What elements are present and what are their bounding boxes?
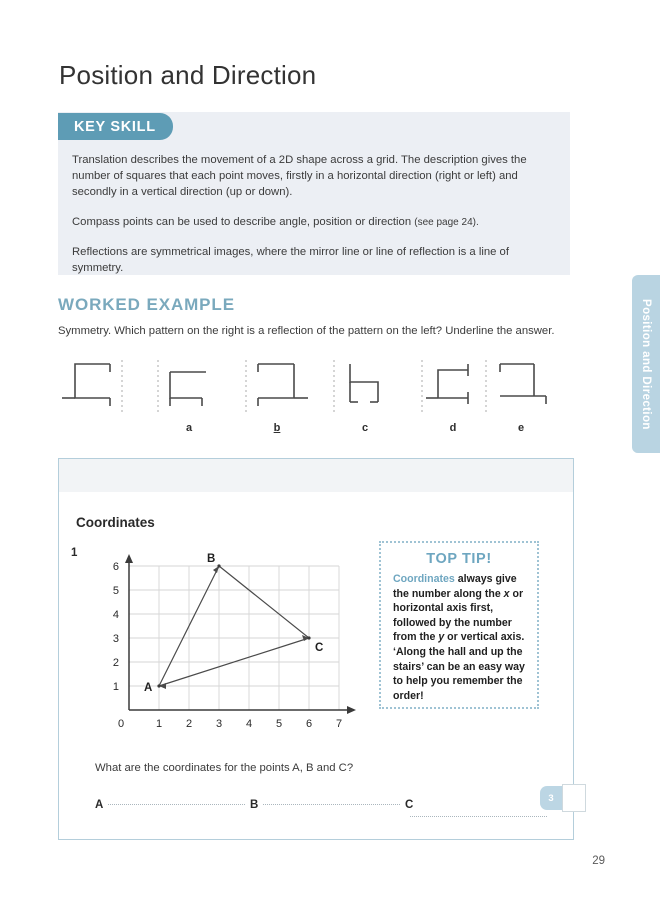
coordinate-chart	[89, 541, 369, 736]
pattern-label-a: a	[185, 422, 193, 434]
top-tip-text-3: or vertical axis. ‘Along the hall and up the stairs’ can be an easy way to help you remember the order!	[393, 631, 525, 702]
question-number: 1	[71, 547, 78, 559]
score-tab: 3	[540, 786, 562, 810]
svg-text:5: 5	[112, 585, 119, 597]
pattern-option-c[interactable]	[326, 358, 404, 416]
answer-field-b[interactable]	[250, 799, 400, 811]
side-tab-label: Position and Direction	[640, 298, 652, 430]
top-tip-text-1: always give the number along the	[393, 573, 517, 600]
pattern-label-b: b	[273, 422, 281, 434]
score-input-box[interactable]	[562, 784, 586, 812]
pattern-label-c: c	[361, 422, 369, 434]
key-skill-badge: KEY SKILL	[58, 113, 173, 140]
key-skill-paragraph-2	[72, 214, 550, 231]
answer-field-a[interactable]	[95, 799, 245, 811]
top-tip-heading: TOP TIP!	[426, 551, 492, 567]
key-skill-paragraph-1: Translation describes the movement of a 2D shape across a grid. The description gives the number of squares that each point moves, firstly in a horizontal direction (right or left) and secondly in a vertical direction (up or down).	[72, 154, 527, 199]
page-reference: (see page 24).	[414, 216, 479, 228]
pattern-source	[62, 358, 140, 416]
svg-text:0: 0	[117, 718, 125, 730]
svg-text:6: 6	[305, 718, 313, 730]
top-tip-highlight: Coordinates	[393, 573, 455, 585]
page-title: Position and Direction	[59, 60, 317, 90]
top-tip-body	[393, 572, 525, 703]
key-skill-paragraph-2-text: Compass points can be used to describe angle, position or direction	[72, 215, 415, 228]
pattern-label-d: d	[449, 422, 457, 434]
answer-line-c[interactable]	[410, 816, 547, 817]
svg-text:5: 5	[275, 718, 283, 730]
answer-row	[95, 799, 555, 817]
section-side-tab	[632, 275, 660, 453]
activity-box	[58, 458, 574, 840]
pattern-option-b[interactable]	[238, 358, 316, 416]
activity-top-band	[59, 459, 573, 492]
point-label-c: C	[315, 642, 324, 654]
key-skill-paragraph-3: Reflections are symmetrical images, where the mirror line or line of reflection is a line of symmetry.	[72, 245, 509, 275]
point-label-a: A	[144, 682, 153, 694]
svg-text:6: 6	[112, 561, 119, 573]
answer-line-a[interactable]	[108, 804, 245, 805]
point-label-b: B	[207, 553, 216, 565]
pattern-option-a[interactable]	[150, 358, 228, 416]
top-tip-box	[379, 541, 539, 709]
page-number: 29	[592, 855, 605, 867]
pattern-options-row	[62, 358, 562, 443]
svg-text:2: 2	[185, 718, 193, 730]
svg-text:1: 1	[112, 681, 119, 693]
pattern-option-d[interactable]	[414, 358, 492, 416]
worked-example-question: Symmetry. Which pattern on the right is a reflection of the pattern on the left? Underline the answer.	[58, 325, 555, 337]
answer-label-b: B	[250, 799, 259, 811]
svg-text:4: 4	[245, 718, 253, 730]
svg-text:7: 7	[335, 718, 343, 730]
svg-text:3: 3	[112, 633, 119, 645]
pattern-label-e: e	[517, 422, 525, 434]
answer-label-a: A	[95, 799, 104, 811]
answer-field-c[interactable]	[405, 799, 555, 823]
answer-label-c: C	[405, 799, 414, 811]
svg-text:1: 1	[155, 718, 163, 730]
svg-text:3: 3	[215, 718, 223, 730]
svg-text:2: 2	[112, 657, 119, 669]
answer-line-b[interactable]	[263, 804, 400, 805]
top-tip-italic-y: y	[438, 631, 445, 644]
key-skill-body	[72, 152, 550, 289]
activity-title: Coordinates	[76, 515, 155, 530]
worked-example-heading: WORKED EXAMPLE	[58, 295, 235, 314]
top-tip-text-2: or horizontal axis first, followed by the number from the	[393, 587, 524, 644]
svg-text:4: 4	[112, 609, 119, 621]
pattern-option-e[interactable]	[482, 358, 560, 416]
activity-question: What are the coordinates for the points A, B and C?	[95, 762, 354, 774]
top-tip-italic-x: x	[503, 587, 510, 600]
